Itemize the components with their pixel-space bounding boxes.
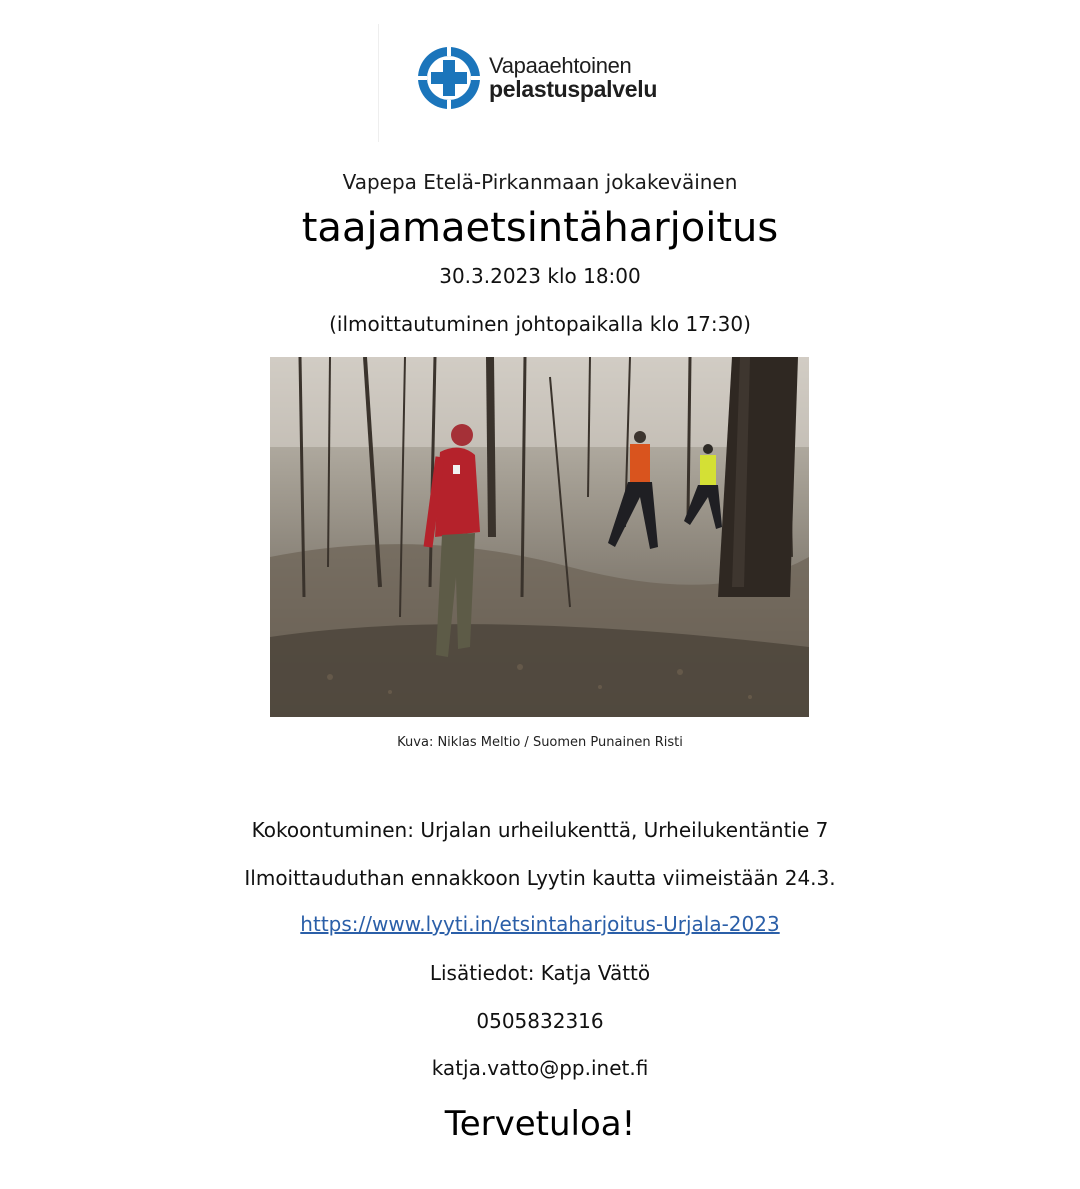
contact-email: katja.vatto@pp.inet.fi: [431, 1056, 649, 1080]
cross-emblem-icon: [417, 46, 481, 110]
event-date: 30.3.2023 klo 18:00: [439, 264, 641, 288]
registration-time: (ilmoittautuminen johtopaikalla klo 17:30): [329, 312, 751, 336]
registration-link[interactable]: https://www.lyyti.in/etsintaharjoitus-Urjala-2023: [300, 912, 780, 936]
forest-search-photo: [270, 357, 809, 717]
photo-credit: Kuva: Niklas Meltio / Suomen Punainen Risti: [397, 735, 683, 750]
contact-person: Lisätiedot: Katja Vättö: [429, 961, 651, 985]
welcome-text: Tervetuloa!: [444, 1104, 636, 1144]
logo-line2: pelastuspalvelu: [489, 76, 658, 103]
organization-logo: [378, 24, 689, 142]
contact-phone: 0505832316: [476, 1009, 604, 1033]
logo-wordmark: [489, 54, 657, 101]
signup-instruction: Ilmoittauduthan ennakkoon Lyytin kautta viimeistään 24.3.: [244, 866, 836, 890]
event-subtitle: Vapepa Etelä-Pirkanmaan jokakeväinen: [342, 170, 738, 194]
event-title: taajamaetsintäharjoitus: [301, 205, 779, 251]
meeting-place: Kokoontuminen: Urjalan urheilukenttä, Urheilukentäntie 7: [251, 818, 829, 842]
logo-line1: Vapaaehtoinen: [489, 53, 632, 78]
